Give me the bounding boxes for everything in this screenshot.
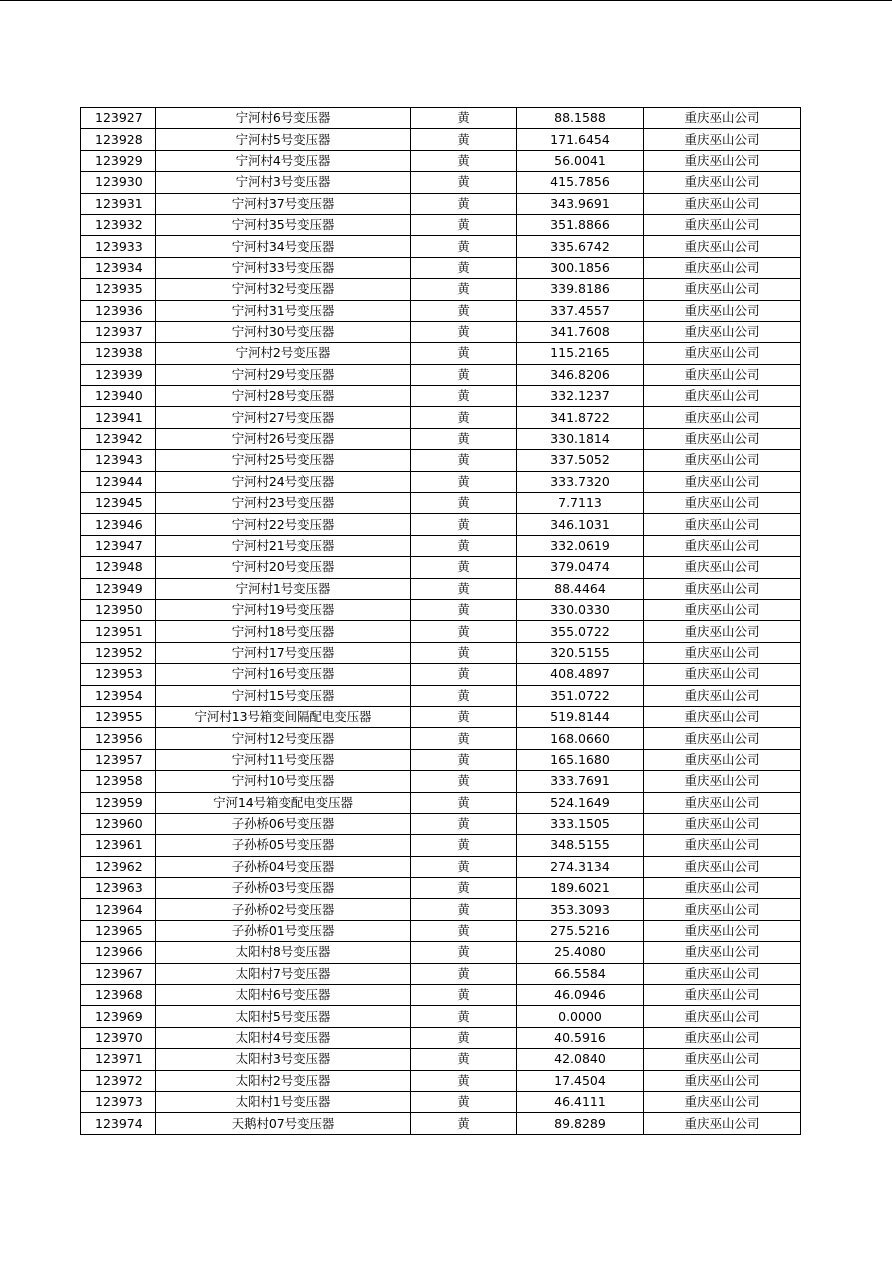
- table-row: [81, 193, 801, 214]
- row-id-cell: 123941: [81, 407, 156, 428]
- value-cell: 171.6454: [517, 129, 644, 150]
- table-row: [81, 1113, 801, 1134]
- value-cell: 355.0722: [517, 621, 644, 642]
- value-cell: 333.1505: [517, 813, 644, 834]
- company-cell: 重庆巫山公司: [644, 214, 801, 235]
- row-id-cell: 123938: [81, 343, 156, 364]
- company-cell: 重庆巫山公司: [644, 257, 801, 278]
- row-id-cell: 123956: [81, 728, 156, 749]
- transformer-name-cell: 子孙桥01号变压器: [156, 920, 411, 941]
- table-row: [81, 642, 801, 663]
- company-cell: 重庆巫山公司: [644, 1091, 801, 1112]
- table-row: [81, 493, 801, 514]
- transformer-name-cell: 宁河村15号变压器: [156, 685, 411, 706]
- row-id-cell: 123931: [81, 193, 156, 214]
- transformer-name-cell: 太阳村2号变压器: [156, 1070, 411, 1091]
- warning-level-cell: 黄: [411, 236, 517, 257]
- company-cell: 重庆巫山公司: [644, 664, 801, 685]
- value-cell: 115.2165: [517, 343, 644, 364]
- page-top-rule: [0, 0, 892, 1]
- table-row: [81, 664, 801, 685]
- value-cell: 46.4111: [517, 1091, 644, 1112]
- transformer-name-cell: 宁河村22号变压器: [156, 514, 411, 535]
- warning-level-cell: 黄: [411, 428, 517, 449]
- transformer-name-cell: 宁河村29号变压器: [156, 364, 411, 385]
- warning-level-cell: 黄: [411, 835, 517, 856]
- transformer-name-cell: 宁河村23号变压器: [156, 493, 411, 514]
- transformer-name-cell: 宁河村18号变压器: [156, 621, 411, 642]
- row-id-cell: 123959: [81, 792, 156, 813]
- company-cell: 重庆巫山公司: [644, 514, 801, 535]
- row-id-cell: 123972: [81, 1070, 156, 1091]
- transformer-name-cell: 子孙桥06号变压器: [156, 813, 411, 834]
- table-row: [81, 214, 801, 235]
- company-cell: 重庆巫山公司: [644, 706, 801, 727]
- company-cell: 重庆巫山公司: [644, 942, 801, 963]
- row-id-cell: 123965: [81, 920, 156, 941]
- company-cell: 重庆巫山公司: [644, 557, 801, 578]
- value-cell: 337.5052: [517, 450, 644, 471]
- table-row: [81, 578, 801, 599]
- warning-level-cell: 黄: [411, 450, 517, 471]
- row-id-cell: 123928: [81, 129, 156, 150]
- transformer-name-cell: 宁河村4号变压器: [156, 150, 411, 171]
- warning-level-cell: 黄: [411, 920, 517, 941]
- company-cell: 重庆巫山公司: [644, 279, 801, 300]
- value-cell: 335.6742: [517, 236, 644, 257]
- value-cell: 168.0660: [517, 728, 644, 749]
- warning-level-cell: 黄: [411, 942, 517, 963]
- row-id-cell: 123952: [81, 642, 156, 663]
- warning-level-cell: 黄: [411, 621, 517, 642]
- warning-level-cell: 黄: [411, 514, 517, 535]
- row-id-cell: 123971: [81, 1049, 156, 1070]
- row-id-cell: 123945: [81, 493, 156, 514]
- warning-level-cell: 黄: [411, 108, 517, 129]
- transformer-name-cell: 太阳村7号变压器: [156, 963, 411, 984]
- warning-level-cell: 黄: [411, 664, 517, 685]
- value-cell: 524.1649: [517, 792, 644, 813]
- transformer-name-cell: 子孙桥03号变压器: [156, 878, 411, 899]
- table-row: [81, 129, 801, 150]
- value-cell: 333.7320: [517, 471, 644, 492]
- company-cell: 重庆巫山公司: [644, 621, 801, 642]
- value-cell: 341.7608: [517, 321, 644, 342]
- table-row: [81, 172, 801, 193]
- company-cell: 重庆巫山公司: [644, 1027, 801, 1048]
- row-id-cell: 123936: [81, 300, 156, 321]
- company-cell: 重庆巫山公司: [644, 792, 801, 813]
- value-cell: 351.8866: [517, 214, 644, 235]
- row-id-cell: 123930: [81, 172, 156, 193]
- value-cell: 88.1588: [517, 108, 644, 129]
- value-cell: 332.0619: [517, 535, 644, 556]
- row-id-cell: 123967: [81, 963, 156, 984]
- transformer-name-cell: 宁河村26号变压器: [156, 428, 411, 449]
- row-id-cell: 123950: [81, 599, 156, 620]
- value-cell: 25.4080: [517, 942, 644, 963]
- warning-level-cell: 黄: [411, 963, 517, 984]
- value-cell: 275.5216: [517, 920, 644, 941]
- table-row: [81, 236, 801, 257]
- company-cell: 重庆巫山公司: [644, 1049, 801, 1070]
- company-cell: 重庆巫山公司: [644, 493, 801, 514]
- table-row: [81, 835, 801, 856]
- company-cell: 重庆巫山公司: [644, 771, 801, 792]
- transformer-name-cell: 宁河村13号箱变间隔配电变压器: [156, 706, 411, 727]
- table-row: [81, 150, 801, 171]
- table-row: [81, 343, 801, 364]
- table-row: [81, 321, 801, 342]
- transformer-name-cell: 太阳村1号变压器: [156, 1091, 411, 1112]
- row-id-cell: 123949: [81, 578, 156, 599]
- warning-level-cell: 黄: [411, 1027, 517, 1048]
- warning-level-cell: 黄: [411, 300, 517, 321]
- transformer-name-cell: 子孙桥02号变压器: [156, 899, 411, 920]
- table-row: [81, 386, 801, 407]
- row-id-cell: 123968: [81, 985, 156, 1006]
- value-cell: 353.3093: [517, 899, 644, 920]
- transformer-name-cell: 太阳村8号变压器: [156, 942, 411, 963]
- table-row: [81, 300, 801, 321]
- warning-level-cell: 黄: [411, 150, 517, 171]
- warning-level-cell: 黄: [411, 1070, 517, 1091]
- table-row: [81, 771, 801, 792]
- value-cell: 56.0041: [517, 150, 644, 171]
- row-id-cell: 123970: [81, 1027, 156, 1048]
- company-cell: 重庆巫山公司: [644, 856, 801, 877]
- table-row: [81, 599, 801, 620]
- table-row: [81, 108, 801, 129]
- warning-level-cell: 黄: [411, 257, 517, 278]
- warning-level-cell: 黄: [411, 129, 517, 150]
- transformer-name-cell: 宁河村16号变压器: [156, 664, 411, 685]
- value-cell: 0.0000: [517, 1006, 644, 1027]
- value-cell: 332.1237: [517, 386, 644, 407]
- value-cell: 40.5916: [517, 1027, 644, 1048]
- value-cell: 320.5155: [517, 642, 644, 663]
- table-row: [81, 1049, 801, 1070]
- value-cell: 165.1680: [517, 749, 644, 770]
- warning-level-cell: 黄: [411, 279, 517, 300]
- warning-level-cell: 黄: [411, 535, 517, 556]
- transformer-name-cell: 太阳村6号变压器: [156, 985, 411, 1006]
- transformer-name-cell: 宁河村30号变压器: [156, 321, 411, 342]
- transformer-name-cell: 太阳村3号变压器: [156, 1049, 411, 1070]
- transformer-name-cell: 子孙桥05号变压器: [156, 835, 411, 856]
- table-row: [81, 899, 801, 920]
- row-id-cell: 123948: [81, 557, 156, 578]
- company-cell: 重庆巫山公司: [644, 193, 801, 214]
- table-row: [81, 535, 801, 556]
- row-id-cell: 123929: [81, 150, 156, 171]
- row-id-cell: 123934: [81, 257, 156, 278]
- value-cell: 42.0840: [517, 1049, 644, 1070]
- warning-level-cell: 黄: [411, 364, 517, 385]
- value-cell: 46.0946: [517, 985, 644, 1006]
- transformer-name-cell: 子孙桥04号变压器: [156, 856, 411, 877]
- row-id-cell: 123946: [81, 514, 156, 535]
- company-cell: 重庆巫山公司: [644, 129, 801, 150]
- value-cell: 88.4464: [517, 578, 644, 599]
- company-cell: 重庆巫山公司: [644, 728, 801, 749]
- warning-level-cell: 黄: [411, 407, 517, 428]
- warning-level-cell: 黄: [411, 642, 517, 663]
- warning-level-cell: 黄: [411, 321, 517, 342]
- transformer-name-cell: 宁河村10号变压器: [156, 771, 411, 792]
- value-cell: 348.5155: [517, 835, 644, 856]
- table-row: [81, 471, 801, 492]
- transformer-name-cell: 宁河村12号变压器: [156, 728, 411, 749]
- transformer-name-cell: 宁河村17号变压器: [156, 642, 411, 663]
- table-row: [81, 450, 801, 471]
- row-id-cell: 123933: [81, 236, 156, 257]
- warning-level-cell: 黄: [411, 1049, 517, 1070]
- value-cell: 379.0474: [517, 557, 644, 578]
- table-row: [81, 364, 801, 385]
- company-cell: 重庆巫山公司: [644, 685, 801, 706]
- warning-level-cell: 黄: [411, 578, 517, 599]
- row-id-cell: 123966: [81, 942, 156, 963]
- table-row: [81, 920, 801, 941]
- transformer-name-cell: 宁河村25号变压器: [156, 450, 411, 471]
- transformer-name-cell: 宁河村11号变压器: [156, 749, 411, 770]
- table-row: [81, 813, 801, 834]
- table-row: [81, 1070, 801, 1091]
- table-row: [81, 1006, 801, 1027]
- value-cell: 300.1856: [517, 257, 644, 278]
- row-id-cell: 123951: [81, 621, 156, 642]
- table-row: [81, 557, 801, 578]
- value-cell: 17.4504: [517, 1070, 644, 1091]
- warning-level-cell: 黄: [411, 792, 517, 813]
- company-cell: 重庆巫山公司: [644, 920, 801, 941]
- table-row: [81, 942, 801, 963]
- row-id-cell: 123957: [81, 749, 156, 770]
- company-cell: 重庆巫山公司: [644, 535, 801, 556]
- row-id-cell: 123939: [81, 364, 156, 385]
- company-cell: 重庆巫山公司: [644, 407, 801, 428]
- row-id-cell: 123935: [81, 279, 156, 300]
- warning-level-cell: 黄: [411, 172, 517, 193]
- company-cell: 重庆巫山公司: [644, 343, 801, 364]
- transformer-name-cell: 宁河村21号变压器: [156, 535, 411, 556]
- warning-level-cell: 黄: [411, 749, 517, 770]
- warning-level-cell: 黄: [411, 728, 517, 749]
- transformer-name-cell: 宁河村35号变压器: [156, 214, 411, 235]
- warning-level-cell: 黄: [411, 685, 517, 706]
- table-row: [81, 749, 801, 770]
- warning-level-cell: 黄: [411, 471, 517, 492]
- company-cell: 重庆巫山公司: [644, 899, 801, 920]
- row-id-cell: 123954: [81, 685, 156, 706]
- row-id-cell: 123960: [81, 813, 156, 834]
- value-cell: 66.5584: [517, 963, 644, 984]
- transformer-name-cell: 宁河村2号变压器: [156, 343, 411, 364]
- company-cell: 重庆巫山公司: [644, 578, 801, 599]
- table-row: [81, 856, 801, 877]
- table-row: [81, 878, 801, 899]
- row-id-cell: 123947: [81, 535, 156, 556]
- transformer-name-cell: 宁河村19号变压器: [156, 599, 411, 620]
- value-cell: 519.8144: [517, 706, 644, 727]
- warning-level-cell: 黄: [411, 771, 517, 792]
- value-cell: 330.1814: [517, 428, 644, 449]
- table-row: [81, 792, 801, 813]
- transformer-table: [80, 107, 801, 1135]
- company-cell: 重庆巫山公司: [644, 1113, 801, 1134]
- row-id-cell: 123969: [81, 1006, 156, 1027]
- warning-level-cell: 黄: [411, 706, 517, 727]
- transformer-name-cell: 太阳村4号变压器: [156, 1027, 411, 1048]
- table-row: [81, 428, 801, 449]
- warning-level-cell: 黄: [411, 899, 517, 920]
- warning-level-cell: 黄: [411, 214, 517, 235]
- transformer-name-cell: 太阳村5号变压器: [156, 1006, 411, 1027]
- company-cell: 重庆巫山公司: [644, 108, 801, 129]
- row-id-cell: 123964: [81, 899, 156, 920]
- table-row: [81, 1027, 801, 1048]
- row-id-cell: 123974: [81, 1113, 156, 1134]
- transformer-name-cell: 宁河村32号变压器: [156, 279, 411, 300]
- row-id-cell: 123943: [81, 450, 156, 471]
- value-cell: 189.6021: [517, 878, 644, 899]
- value-cell: 333.7691: [517, 771, 644, 792]
- row-id-cell: 123944: [81, 471, 156, 492]
- transformer-name-cell: 宁河村27号变压器: [156, 407, 411, 428]
- warning-level-cell: 黄: [411, 1113, 517, 1134]
- row-id-cell: 123962: [81, 856, 156, 877]
- table-body: [81, 108, 801, 1135]
- value-cell: 330.0330: [517, 599, 644, 620]
- transformer-name-cell: 宁河村31号变压器: [156, 300, 411, 321]
- company-cell: 重庆巫山公司: [644, 450, 801, 471]
- value-cell: 351.0722: [517, 685, 644, 706]
- company-cell: 重庆巫山公司: [644, 835, 801, 856]
- table-row: [81, 728, 801, 749]
- company-cell: 重庆巫山公司: [644, 172, 801, 193]
- row-id-cell: 123961: [81, 835, 156, 856]
- transformer-name-cell: 宁河村34号变压器: [156, 236, 411, 257]
- row-id-cell: 123942: [81, 428, 156, 449]
- company-cell: 重庆巫山公司: [644, 300, 801, 321]
- table-row: [81, 985, 801, 1006]
- row-id-cell: 123927: [81, 108, 156, 129]
- value-cell: 274.3134: [517, 856, 644, 877]
- table-row: [81, 279, 801, 300]
- warning-level-cell: 黄: [411, 856, 517, 877]
- row-id-cell: 123958: [81, 771, 156, 792]
- transformer-name-cell: 宁河村28号变压器: [156, 386, 411, 407]
- warning-level-cell: 黄: [411, 599, 517, 620]
- transformer-name-cell: 天鹅村07号变压器: [156, 1113, 411, 1134]
- company-cell: 重庆巫山公司: [644, 364, 801, 385]
- row-id-cell: 123955: [81, 706, 156, 727]
- company-cell: 重庆巫山公司: [644, 599, 801, 620]
- transformer-name-cell: 宁河村33号变压器: [156, 257, 411, 278]
- table-row: [81, 407, 801, 428]
- value-cell: 7.7113: [517, 493, 644, 514]
- company-cell: 重庆巫山公司: [644, 642, 801, 663]
- value-cell: 415.7856: [517, 172, 644, 193]
- company-cell: 重庆巫山公司: [644, 985, 801, 1006]
- warning-level-cell: 黄: [411, 193, 517, 214]
- company-cell: 重庆巫山公司: [644, 1070, 801, 1091]
- transformer-name-cell: 宁河村20号变压器: [156, 557, 411, 578]
- table-row: [81, 1091, 801, 1112]
- row-id-cell: 123953: [81, 664, 156, 685]
- transformer-name-cell: 宁河村1号变压器: [156, 578, 411, 599]
- value-cell: 339.8186: [517, 279, 644, 300]
- company-cell: 重庆巫山公司: [644, 813, 801, 834]
- warning-level-cell: 黄: [411, 985, 517, 1006]
- company-cell: 重庆巫山公司: [644, 1006, 801, 1027]
- transformer-name-cell: 宁河14号箱变配电变压器: [156, 792, 411, 813]
- warning-level-cell: 黄: [411, 813, 517, 834]
- value-cell: 89.8289: [517, 1113, 644, 1134]
- warning-level-cell: 黄: [411, 557, 517, 578]
- warning-level-cell: 黄: [411, 1006, 517, 1027]
- company-cell: 重庆巫山公司: [644, 471, 801, 492]
- table-row: [81, 621, 801, 642]
- table-row: [81, 963, 801, 984]
- value-cell: 346.1031: [517, 514, 644, 535]
- warning-level-cell: 黄: [411, 878, 517, 899]
- value-cell: 408.4897: [517, 664, 644, 685]
- company-cell: 重庆巫山公司: [644, 428, 801, 449]
- transformer-name-cell: 宁河村5号变压器: [156, 129, 411, 150]
- company-cell: 重庆巫山公司: [644, 749, 801, 770]
- value-cell: 337.4557: [517, 300, 644, 321]
- company-cell: 重庆巫山公司: [644, 236, 801, 257]
- company-cell: 重庆巫山公司: [644, 386, 801, 407]
- company-cell: 重庆巫山公司: [644, 963, 801, 984]
- company-cell: 重庆巫山公司: [644, 150, 801, 171]
- company-cell: 重庆巫山公司: [644, 321, 801, 342]
- row-id-cell: 123973: [81, 1091, 156, 1112]
- table-row: [81, 514, 801, 535]
- transformer-name-cell: 宁河村37号变压器: [156, 193, 411, 214]
- row-id-cell: 123963: [81, 878, 156, 899]
- row-id-cell: 123932: [81, 214, 156, 235]
- company-cell: 重庆巫山公司: [644, 878, 801, 899]
- table-row: [81, 685, 801, 706]
- row-id-cell: 123937: [81, 321, 156, 342]
- warning-level-cell: 黄: [411, 343, 517, 364]
- value-cell: 346.8206: [517, 364, 644, 385]
- value-cell: 343.9691: [517, 193, 644, 214]
- warning-level-cell: 黄: [411, 493, 517, 514]
- warning-level-cell: 黄: [411, 1091, 517, 1112]
- table-row: [81, 706, 801, 727]
- table-row: [81, 257, 801, 278]
- warning-level-cell: 黄: [411, 386, 517, 407]
- row-id-cell: 123940: [81, 386, 156, 407]
- transformer-name-cell: 宁河村6号变压器: [156, 108, 411, 129]
- transformer-name-cell: 宁河村24号变压器: [156, 471, 411, 492]
- value-cell: 341.8722: [517, 407, 644, 428]
- transformer-name-cell: 宁河村3号变压器: [156, 172, 411, 193]
